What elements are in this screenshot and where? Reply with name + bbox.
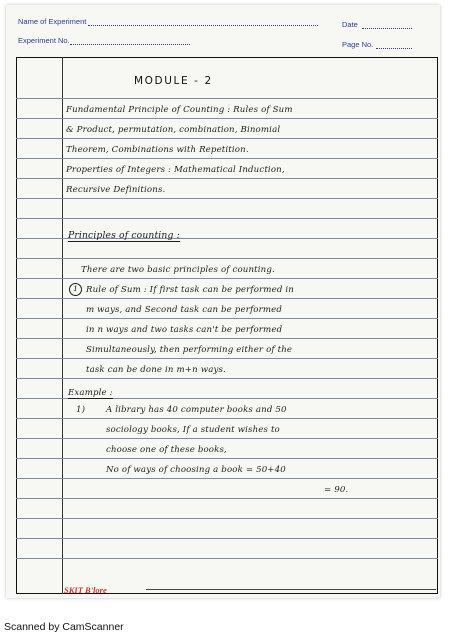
page-no-label: Page No. [342, 40, 374, 49]
topic-line: Properties of Integers : Mathematical Induction, [66, 165, 285, 175]
ruled-line [16, 378, 438, 379]
example-line: sociology books, If a student wishes to [106, 425, 280, 435]
ruled-line [16, 298, 438, 299]
date-label: Date [342, 20, 358, 29]
ruled-line [16, 358, 438, 359]
rule-line: Simultaneously, then performing either of the [86, 345, 293, 355]
example-answer: = 90. [324, 485, 349, 495]
ruled-line [16, 558, 438, 559]
example-line: choose one of these books, [106, 445, 227, 455]
ruled-line [16, 178, 438, 179]
intro-line: There are two basic principles of counting. [81, 265, 275, 275]
ruled-line [16, 278, 438, 279]
ruled-line [16, 198, 438, 199]
ruled-line [16, 118, 438, 119]
footer-line [146, 589, 436, 590]
ruled-line [16, 218, 438, 219]
page-no-underline [376, 48, 412, 49]
notebook-page [6, 5, 440, 598]
item-number-badge: 1 [69, 283, 82, 296]
rule-line: m ways, and Second task can be performed [86, 305, 283, 315]
rule-line: task can be done in m+n ways. [86, 365, 226, 375]
ruled-line [16, 98, 438, 99]
ruled-line [16, 518, 438, 519]
ruled-line [16, 138, 438, 139]
ruled-line [16, 318, 438, 319]
ruled-line [16, 538, 438, 539]
experiment-no-underline [70, 44, 190, 45]
section-heading: Principles of counting : [68, 230, 180, 241]
ruled-line [16, 338, 438, 339]
ruled-line [16, 478, 438, 479]
topic-line: & Product, permutation, combination, Binomial [66, 125, 281, 135]
topic-line: Fundamental Principle of Counting : Rules of Sum [66, 105, 293, 115]
ruled-line [16, 458, 438, 459]
name-of-experiment-label: Name of Experiment [18, 17, 87, 26]
topic-line: Theorem, Combinations with Repetition. [66, 145, 249, 155]
rule-line: Rule of Sum : If first task can be performed in [86, 285, 294, 295]
example-line: No of ways of choosing a book = 50+40 [106, 465, 286, 475]
rule-line: in n ways and two tasks can't be performed [86, 325, 283, 335]
ruled-line [16, 158, 438, 159]
ruled-line [16, 438, 438, 439]
college-brand: SKIT B'lore [64, 585, 107, 595]
example-heading: Example : [68, 388, 113, 398]
example-line: A library has 40 computer books and 50 [106, 405, 287, 415]
scanner-watermark: Scanned by CamScanner [4, 621, 124, 633]
ruled-line [16, 498, 438, 499]
example-marker: 1) [76, 405, 86, 415]
ruled-line [16, 418, 438, 419]
topic-line: Recursive Definitions. [66, 185, 166, 195]
date-underline [362, 28, 412, 29]
experiment-no-label: Experiment No. [18, 36, 70, 45]
name-underline [88, 25, 318, 26]
module-title: MODULE - 2 [134, 75, 213, 87]
ruled-line [16, 258, 438, 259]
